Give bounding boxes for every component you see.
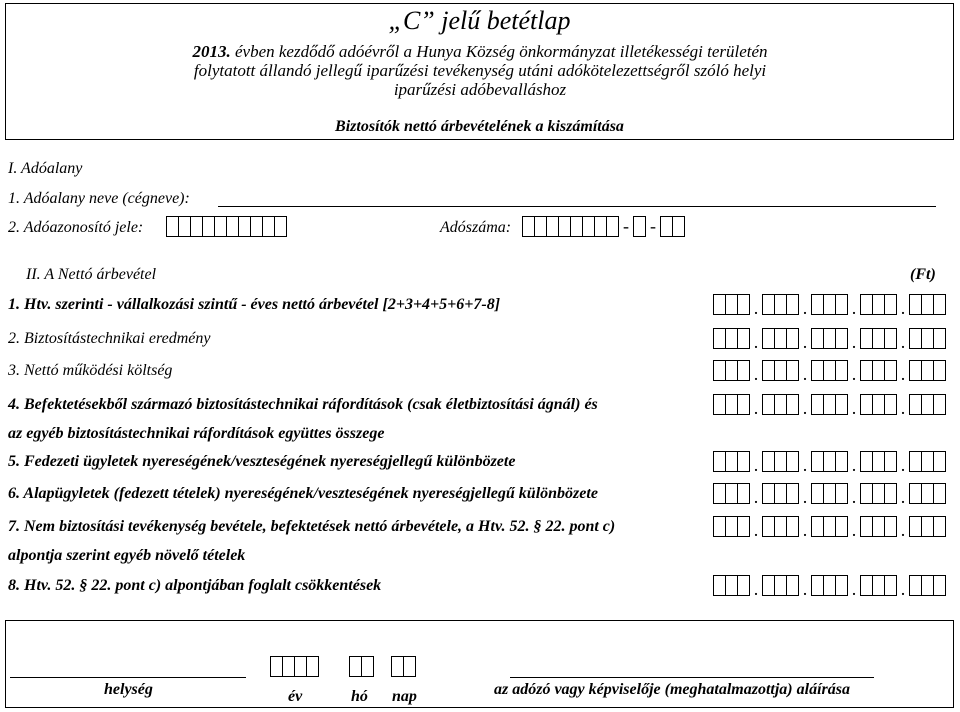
thousands-separator: . bbox=[851, 579, 857, 599]
thousands-separator: . bbox=[851, 520, 857, 540]
row-2-label: 2. Biztosítástechnikai eredmény bbox=[8, 330, 211, 347]
taxid-label: 2. Adóazonosító jele: bbox=[8, 219, 144, 236]
month-field[interactable] bbox=[349, 656, 374, 677]
row-8-label: 8. Htv. 52. § 22. pont c) alpontjában foglalt csökkentések bbox=[8, 577, 382, 594]
year-field[interactable] bbox=[270, 656, 319, 677]
thousands-separator: . bbox=[753, 520, 759, 540]
thousands-separator: . bbox=[900, 520, 906, 540]
place-label: helység bbox=[104, 681, 153, 698]
thousands-separator: . bbox=[900, 579, 906, 599]
thousands-separator: . bbox=[900, 298, 906, 318]
thousands-separator: . bbox=[753, 332, 759, 352]
name-label: 1. Adóalany neve (cégneve): bbox=[8, 190, 190, 207]
row-3-amount[interactable] bbox=[713, 360, 946, 384]
row-2-amount[interactable] bbox=[713, 328, 946, 352]
taxnum-label: Adószáma: bbox=[440, 219, 512, 236]
signature-line[interactable] bbox=[510, 677, 874, 678]
thousands-separator: . bbox=[753, 298, 759, 318]
row-1-amount[interactable] bbox=[713, 294, 946, 318]
form-description: 2013. évben kezdődő adóévről a Hunya Község önkormányzat illetékességi területén folytatott állandó jellegű iparűzési tevékenység utáni adókötelezettségről szóló helyi iparűzési adóbevalláshoz bbox=[192, 42, 768, 99]
desc-year: 2013. bbox=[192, 42, 231, 61]
month-label: hó bbox=[351, 688, 368, 705]
row-1-label: 1. Htv. szerinti - vállalkozási szintű - éves nettó árbevétel [2+3+4+5+6+7-8] bbox=[8, 296, 501, 313]
form-title: „C” jelű betétlap bbox=[388, 6, 571, 35]
day-label: nap bbox=[392, 688, 417, 705]
thousands-separator: . bbox=[802, 364, 808, 384]
thousands-separator: . bbox=[753, 398, 759, 418]
row-4-amount[interactable] bbox=[713, 394, 946, 418]
row-7-label: 7. Nem biztosítási tevékenység bevétele, befektetések nettó árbevétele, a Htv. 52. § 22. pont c) bbox=[8, 518, 616, 535]
thousands-separator: . bbox=[802, 520, 808, 540]
thousands-separator: . bbox=[900, 487, 906, 507]
row-6-label: 6. Alapügyletek (fedezett tételek) nyereségének/veszteségének nyereségjellegű különbözete bbox=[8, 485, 598, 502]
row-8-amount[interactable] bbox=[713, 575, 946, 599]
thousands-separator: . bbox=[900, 332, 906, 352]
thousands-separator: . bbox=[900, 398, 906, 418]
section2-heading: II. A Nettó árbevétel bbox=[26, 266, 157, 283]
name-field[interactable] bbox=[218, 206, 936, 207]
place-line[interactable] bbox=[10, 677, 246, 678]
row-6-amount[interactable] bbox=[713, 483, 946, 507]
row-4-label: 4. Befektetésekből származó biztosítástechnikai ráfordítások (csak életbiztosítási ágnál) és bbox=[8, 396, 598, 413]
thousands-separator: . bbox=[851, 398, 857, 418]
section1-heading: I. Adóalany bbox=[8, 160, 83, 177]
thousands-separator: . bbox=[802, 332, 808, 352]
unit-label: (Ft) bbox=[910, 266, 936, 283]
signature-label: az adózó vagy képviselője (meghatalmazottja) aláírása bbox=[494, 681, 850, 698]
thousands-separator: . bbox=[802, 487, 808, 507]
thousands-separator: . bbox=[753, 487, 759, 507]
thousands-separator: . bbox=[802, 579, 808, 599]
thousands-separator: . bbox=[753, 364, 759, 384]
thousands-separator: . bbox=[851, 332, 857, 352]
row-5-amount[interactable] bbox=[713, 451, 946, 475]
thousands-separator: . bbox=[851, 487, 857, 507]
thousands-separator: . bbox=[802, 398, 808, 418]
row-7-label-cont: alpontja szerint egyéb növelő tételek bbox=[8, 547, 246, 564]
day-field[interactable] bbox=[391, 656, 416, 677]
thousands-separator: . bbox=[900, 364, 906, 384]
thousands-separator: . bbox=[753, 455, 759, 475]
thousands-separator: . bbox=[802, 298, 808, 318]
form-subtitle: Biztosítók nettó árbevételének a kiszámítása bbox=[335, 118, 624, 135]
row-3-label: 3. Nettó működési költség bbox=[8, 362, 173, 379]
thousands-separator: . bbox=[900, 455, 906, 475]
thousands-separator: . bbox=[851, 455, 857, 475]
thousands-separator: . bbox=[802, 455, 808, 475]
thousands-separator: . bbox=[851, 298, 857, 318]
row-7-amount[interactable] bbox=[713, 516, 946, 540]
thousands-separator: . bbox=[851, 364, 857, 384]
thousands-separator: . bbox=[753, 579, 759, 599]
taxid-field[interactable] bbox=[166, 216, 287, 237]
taxnum-field[interactable]: - - bbox=[522, 216, 685, 237]
row-5-label: 5. Fedezeti ügyletek nyereségének/veszteségének nyereségjellegű különbözete bbox=[8, 453, 516, 470]
year-label: év bbox=[288, 688, 303, 705]
row-4-label-cont: az egyéb biztosítástechnikai ráfordítások együttes összege bbox=[8, 425, 385, 442]
